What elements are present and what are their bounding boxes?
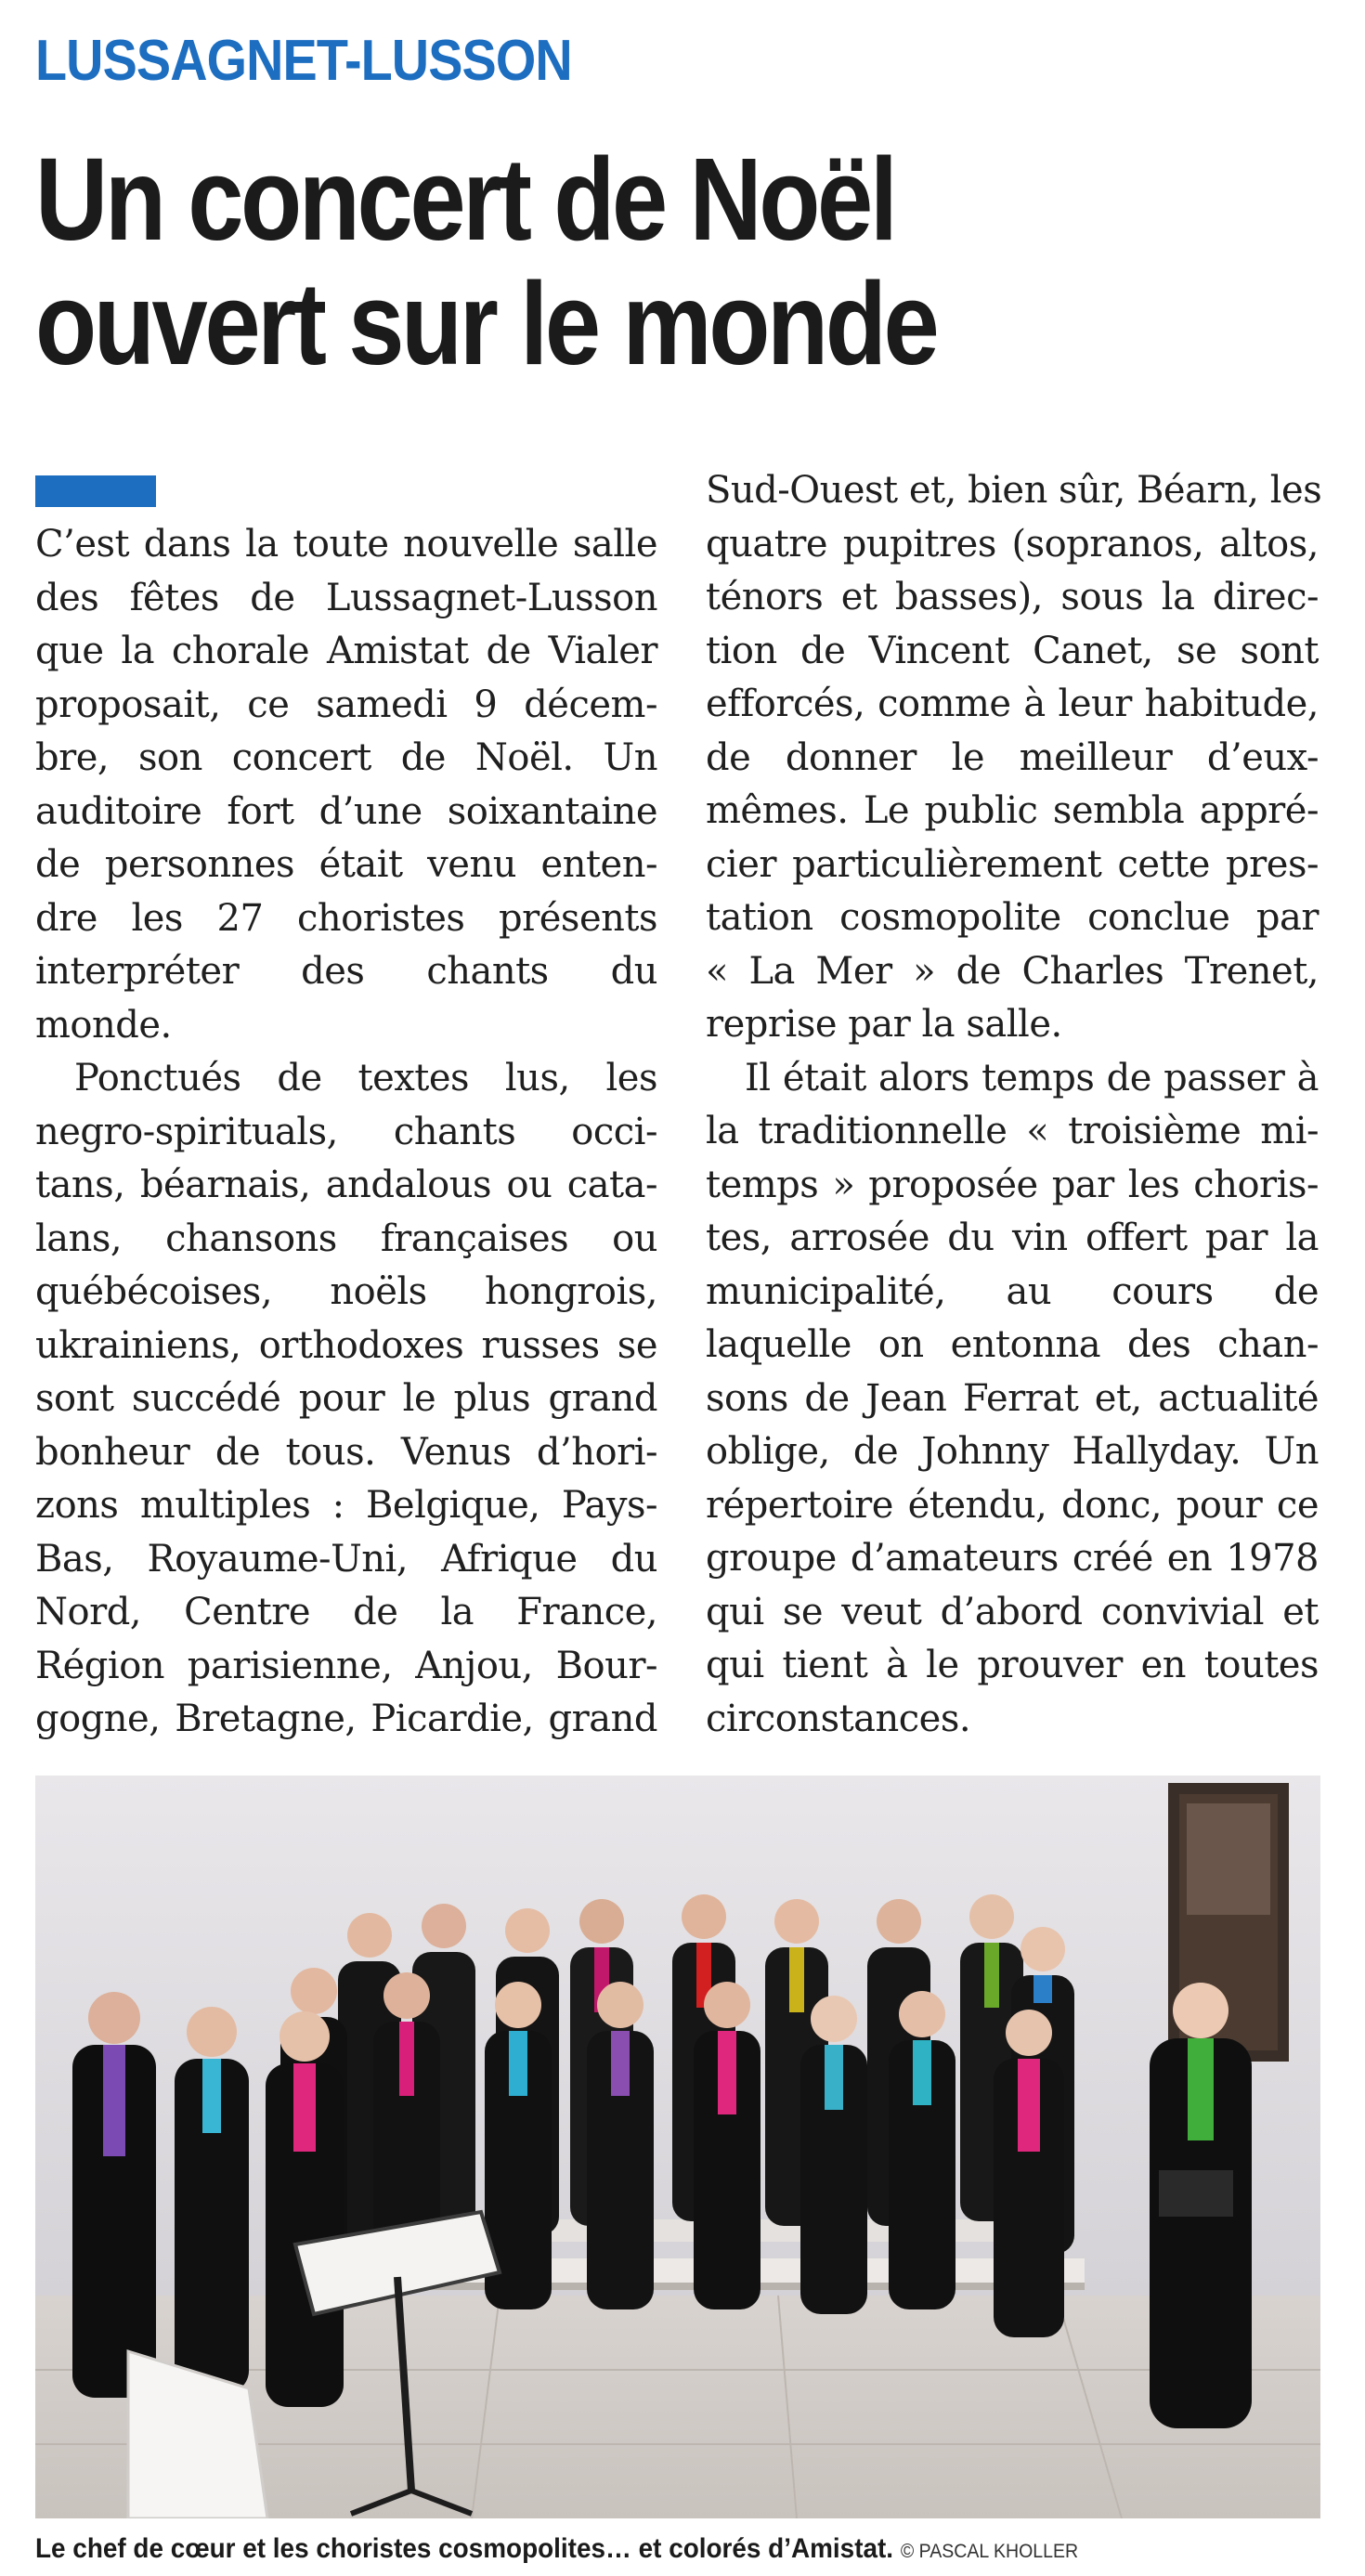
text-line: ukrainiens, orthodoxes russes se (35, 1323, 657, 1367)
text-line: circonstances. (706, 1697, 971, 1740)
text-line: tes, arrosée du vin offert par la (706, 1216, 1319, 1259)
text-line: gogne, Bretagne, Picardie, grand (35, 1698, 657, 1740)
text-line: de personnes était venu enten- (35, 843, 657, 886)
text-line: proposait, ce samedi 9 décem- (35, 683, 657, 726)
text-line: de donner le meilleur d’eux- (706, 735, 1319, 779)
text-line: Région parisienne, Anjou, Bour- (35, 1644, 657, 1687)
text-line: la traditionnelle « troisième mi- (706, 1110, 1319, 1152)
text-line: qui se veut d’abord convivial et (706, 1590, 1319, 1633)
text-line: Sud-Ouest et, bien sûr, Béarn, les (706, 469, 1322, 512)
headline (35, 134, 1193, 389)
text-line: sont succédé pour le plus grand (35, 1377, 657, 1420)
text-line: Bas, Royaume-Uni, Afrique du (35, 1537, 657, 1581)
text-line: quatre pupitres (sopranos, altos, (706, 522, 1319, 566)
text-line: laquelle on entonna des chan- (706, 1323, 1319, 1366)
text-line: qui tient à le prouver en toutes (706, 1644, 1319, 1686)
text-line: Ponctués de textes lus, les (74, 1057, 657, 1099)
text-line: monde. (35, 1003, 172, 1047)
text-line: québécoises, noëls hongrois, (35, 1270, 657, 1313)
headline-line-2: ouvert sur le monde (35, 258, 937, 389)
text-line: auditoire fort d’une soixantaine (35, 789, 657, 833)
text-line: tion de Vincent Canet, se sont (706, 629, 1319, 672)
text-line: cier particulièrement cette pres- (706, 842, 1319, 886)
text-line: « La Mer » de Charles Trenet, (706, 949, 1319, 993)
section-title: LUSSAGNET-LUSSON (35, 29, 572, 93)
text-line: interpréter des chants du (35, 950, 657, 993)
text-line: sons de Jean Ferrat et, actualité (706, 1376, 1319, 1420)
text-line: lans, chansons françaises ou (35, 1216, 657, 1260)
text-line: reprise par la salle. (706, 1003, 1062, 1046)
text-line: ténors et basses), sous la direc- (706, 576, 1319, 618)
text-line: oblige, de Johnny Hallyday. Un (706, 1430, 1319, 1473)
caption-text: Le chef de cœur et les choristes cosmopolites… et colorés d’Amistat. (35, 2533, 894, 2564)
text-line: que la chorale Amistat de Vialer (35, 630, 657, 672)
text-line: Nord, Centre de la France, (35, 1591, 657, 1633)
text-line: bonheur de tous. Venus d’hori- (35, 1430, 657, 1474)
text-line: Il était alors temps de passer à (745, 1056, 1319, 1099)
text-line: tans, béarnais, andalous ou cata- (35, 1164, 657, 1206)
text-line: dre les 27 choristes présents (35, 896, 657, 940)
headline-line-1: Un concert de Noël (35, 134, 895, 265)
article-column-right (706, 464, 1322, 1746)
text-line: des fêtes de Lussagnet-Lusson (35, 576, 657, 619)
text-line: mêmes. Le public sembla appré- (706, 789, 1319, 832)
text-line: tation cosmopolite conclue par (706, 896, 1319, 939)
article-column-left (35, 518, 657, 1747)
text-line: bre, son concert de Noël. Un (35, 736, 657, 779)
text-line: temps » proposée par les choris- (706, 1163, 1319, 1206)
text-line: negro-spirituals, chants occi- (35, 1110, 657, 1153)
text-line: groupe d’amateurs créé en 1978 (706, 1537, 1319, 1580)
text-line: répertoire étendu, donc, pour ce (706, 1483, 1319, 1527)
text-line: efforcés, comme à leur habitude, (706, 683, 1319, 725)
text-line: zons multiples : Belgique, Pays- (35, 1484, 657, 1527)
choir-photo (35, 1776, 1320, 2518)
photo-credit: © PASCAL KHOLLER (900, 2541, 1079, 2562)
text-line: C’est dans la toute nouvelle salle (35, 523, 657, 566)
text-line: municipalité, au cours de (706, 1269, 1319, 1313)
photo-caption (35, 2533, 1078, 2565)
accent-bar (35, 475, 156, 507)
